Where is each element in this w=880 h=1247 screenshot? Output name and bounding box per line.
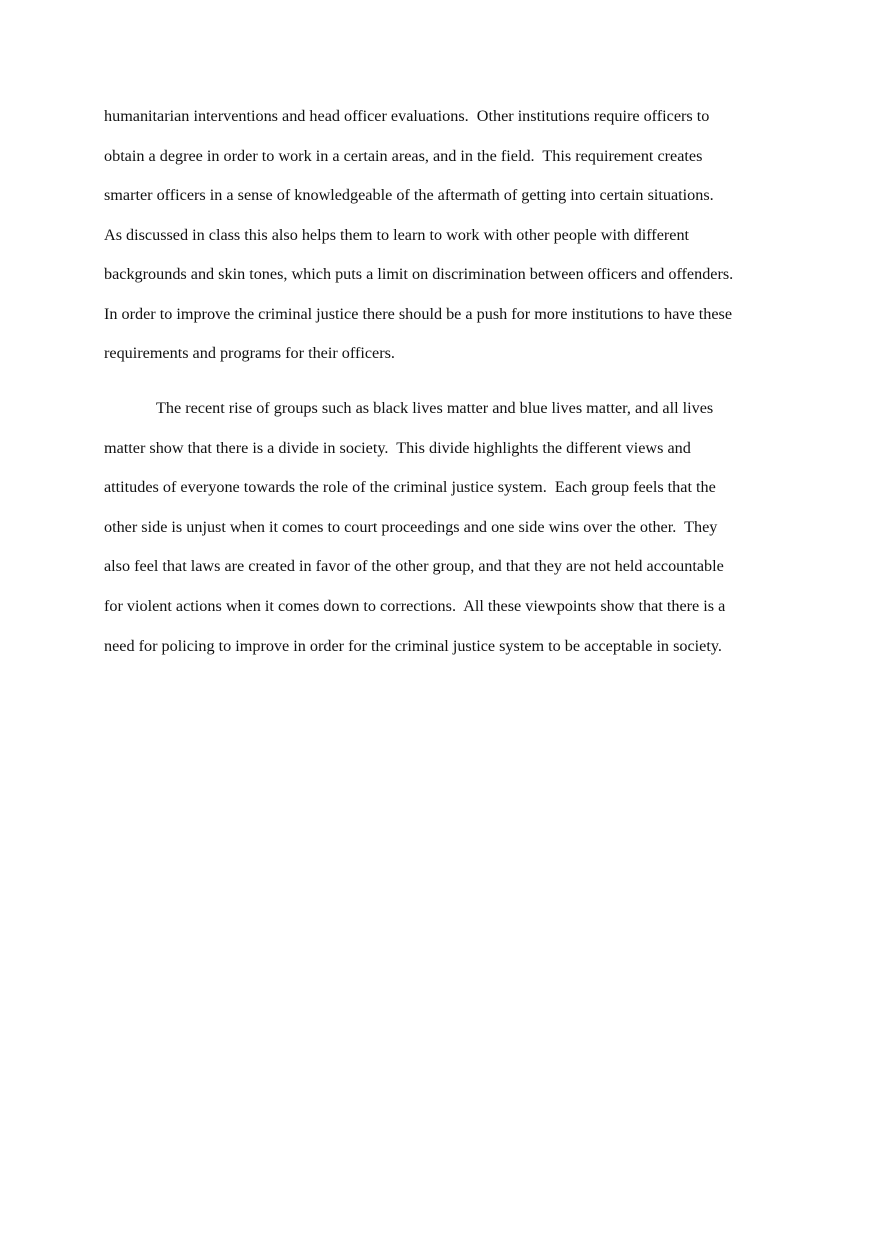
paragraph-2-line-6: for violent actions when it comes down to corrections. All these viewpoints show that there is a <box>104 597 726 615</box>
paragraph-1-line-5: backgrounds and skin tones, which puts a limit on discrimination between officers and offenders. <box>104 265 734 283</box>
paragraph-2-line-2: matter show that there is a divide in society. This divide highlights the different views and <box>104 439 691 457</box>
paragraph-1-line-1: humanitarian interventions and head officer evaluations. Other institutions require officers to <box>104 107 710 125</box>
paragraph-2-line-5: also feel that laws are created in favor of the other group, and that they are not held accountable <box>104 557 724 575</box>
paragraph-2-line-3: attitudes of everyone towards the role of the criminal justice system. Each group feels that the <box>104 478 716 496</box>
paragraph-2-line-7: need for policing to improve in order for the criminal justice system to be acceptable in society. <box>104 637 722 655</box>
paragraph-1-line-3: smarter officers in a sense of knowledgeable of the aftermath of getting into certain situations. <box>104 186 714 204</box>
paragraph-2-line-1: The recent rise of groups such as black lives matter and blue lives matter, and all lives <box>156 399 714 417</box>
paragraph-1-line-4: As discussed in class this also helps them to learn to work with other people with different <box>104 226 690 244</box>
paragraph-1-line-6: In order to improve the criminal justice there should be a push for more institutions to have these <box>104 305 733 323</box>
paragraph-1-line-2: obtain a degree in order to work in a certain areas, and in the field. This requirement creates <box>104 147 703 165</box>
paragraph-2-line-4: other side is unjust when it comes to court proceedings and one side wins over the other. They <box>104 518 718 536</box>
paragraph-1-line-7: requirements and programs for their officers. <box>104 344 395 362</box>
